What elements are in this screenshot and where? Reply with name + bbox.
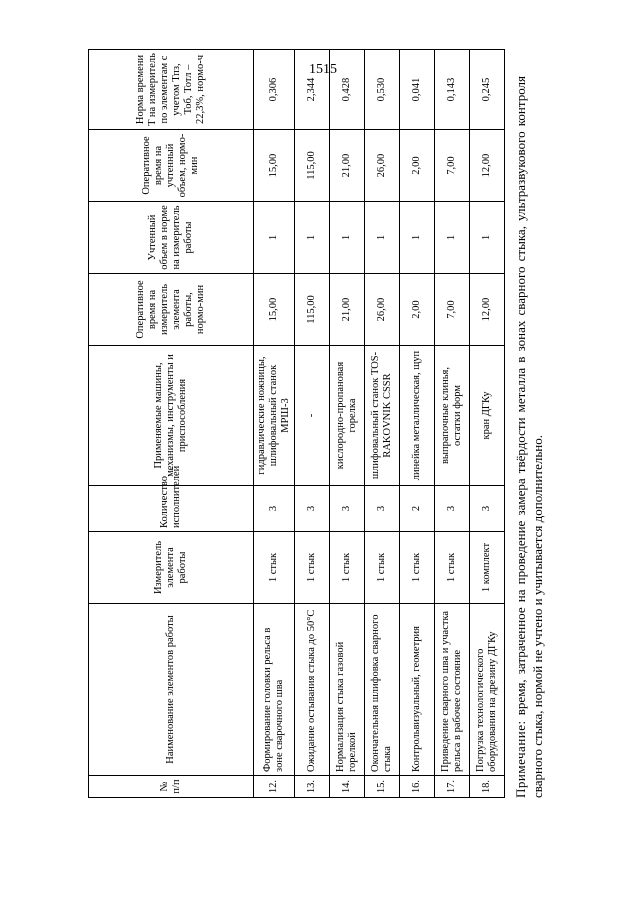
cell-volume: 1: [400, 202, 435, 274]
cell-op-time-volume: 2,00: [400, 130, 435, 202]
cell-volume: 1: [254, 202, 295, 274]
cell-name: Ожидание остывания стыка до 50°С: [295, 604, 330, 776]
cell-norm: 0,306: [254, 50, 295, 130]
cell-op-time: 2,00: [400, 274, 435, 346]
cell-name: Погрузка технологического оборудования на дрезину ДГКу: [470, 604, 505, 776]
header-unit: Измеритель элемента работы: [89, 532, 254, 604]
cell-name: Формирование головки рельса в зоне сварочного шва: [254, 604, 295, 776]
cell-op-time: 21,00: [330, 274, 365, 346]
cell-num: 14.: [330, 776, 365, 798]
cell-op-time: 7,00: [435, 274, 470, 346]
cell-op-time: 26,00: [365, 274, 400, 346]
note-label: Примечание:: [513, 720, 529, 798]
cell-unit: 1 стык: [400, 532, 435, 604]
cell-op-time-volume: 7,00: [435, 130, 470, 202]
cell-workers: 3: [365, 486, 400, 532]
cell-tools: выпрапочные клинья, остатки форм: [435, 346, 470, 486]
cell-workers: 3: [295, 486, 330, 532]
cell-num: 13.: [295, 776, 330, 798]
header-op-time-volume: Оперативное время на учтенный объем, нормо-мин: [89, 130, 254, 202]
cell-tools: кислородно-пропановая горелка: [330, 346, 365, 486]
cell-volume: 1: [435, 202, 470, 274]
cell-volume: 1: [295, 202, 330, 274]
cell-num: 12.: [254, 776, 295, 798]
table-row: [435, 50, 470, 798]
cell-op-time-volume: 15,00: [254, 130, 295, 202]
header-volume: Учтенный объем в норме на измеритель работы: [89, 202, 254, 274]
cell-norm: 0,428: [330, 50, 365, 130]
cell-workers: 3: [470, 486, 505, 532]
cell-norm: 2,344: [295, 50, 330, 130]
header-op-time: Оперативное время на измеритель элемента работы, нормо-мин: [89, 274, 254, 346]
cell-op-time: 115,00: [295, 274, 330, 346]
work-elements-table: [88, 49, 505, 798]
header-norm: Норма времени T на измеритель по элементам с учетом Тпз, Тоб, Тотл – 22,3%, нормо-ч: [89, 50, 254, 130]
header-tools: Применяемые машины, механизмы, инструменты и приспособления: [89, 346, 254, 486]
cell-workers: 3: [330, 486, 365, 532]
cell-tools: кран ДГКу: [470, 346, 505, 486]
cell-workers: 3: [254, 486, 295, 532]
cell-num: 17.: [435, 776, 470, 798]
cell-num: 18.: [470, 776, 505, 798]
table-row: [400, 50, 435, 798]
cell-tools: -: [295, 346, 330, 486]
page-number: 1515: [309, 62, 337, 77]
cell-workers: 2: [400, 486, 435, 532]
table-row: [295, 50, 330, 798]
table-row: [470, 50, 505, 798]
cell-volume: 1: [365, 202, 400, 274]
cell-name: Приведение сварного шва и участка рельса в рабочее состояние: [435, 604, 470, 776]
cell-workers: 3: [435, 486, 470, 532]
cell-op-time-volume: 115,00: [295, 130, 330, 202]
cell-num: 15.: [365, 776, 400, 798]
cell-unit: 1 стык: [365, 532, 400, 604]
cell-op-time: 12,00: [470, 274, 505, 346]
cell-volume: 1: [470, 202, 505, 274]
table-header-row: [89, 50, 254, 798]
note-text: время, затраченное на проведение замера твёрдости металла в зонах сварного стыка, ультразвукового контроля сварного стыка, нормой не учтено и учитывается дополнительно.: [513, 76, 546, 798]
table-row: [365, 50, 400, 798]
cell-tools: линейка металлическая, щуп: [400, 346, 435, 486]
cell-norm: 0,041: [400, 50, 435, 130]
cell-unit: 1 стык: [435, 532, 470, 604]
cell-name: Нормализация стыка газовой горелкой: [330, 604, 365, 776]
cell-norm: 0,245: [470, 50, 505, 130]
table-row: [330, 50, 365, 798]
cell-tools: гидравлические ножницы, шлифовальный станок МРШ-3: [254, 346, 295, 486]
cell-op-time-volume: 21,00: [330, 130, 365, 202]
cell-name: Окончательная шлифовка сварного стыка: [365, 604, 400, 776]
cell-unit: 1 стык: [295, 532, 330, 604]
header-num: № п/п: [89, 776, 254, 798]
cell-unit: 1 комплект: [470, 532, 505, 604]
cell-volume: 1: [330, 202, 365, 274]
cell-norm: 0,530: [365, 50, 400, 130]
header-workers: Количество исполнителей: [89, 486, 254, 532]
cell-name: Контрольвизуальный, геометрия: [400, 604, 435, 776]
cell-op-time: 15,00: [254, 274, 295, 346]
cell-tools: шлифовальный станок TOS-RAKOVNIK CSSR: [365, 346, 400, 486]
cell-num: 16.: [400, 776, 435, 798]
cell-unit: 1 стык: [254, 532, 295, 604]
cell-op-time-volume: 12,00: [470, 130, 505, 202]
cell-unit: 1 стык: [330, 532, 365, 604]
footnote: [513, 76, 547, 798]
header-name: Наименование элементов работы: [89, 604, 254, 776]
cell-op-time-volume: 26,00: [365, 130, 400, 202]
table-row: [254, 50, 295, 798]
cell-norm: 0,143: [435, 50, 470, 130]
